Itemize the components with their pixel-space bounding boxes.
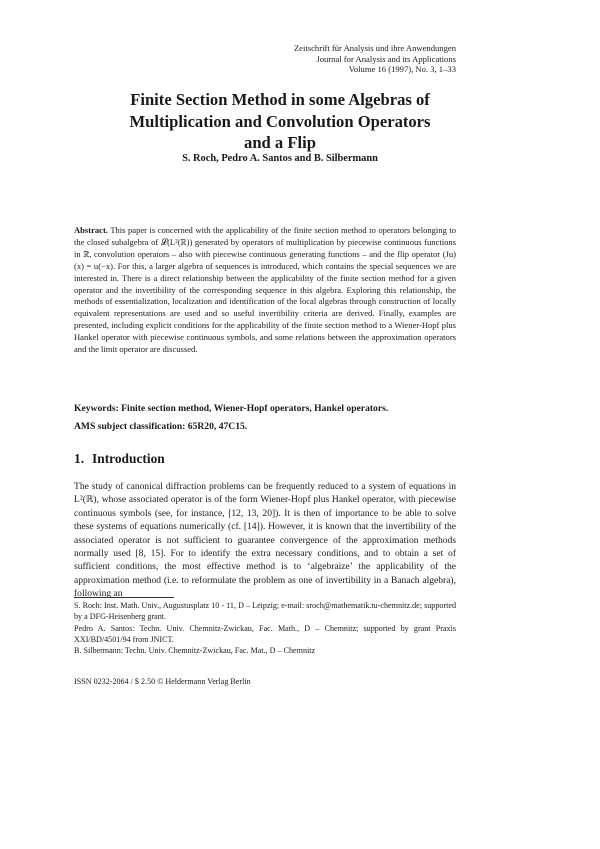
abstract-text: This paper is concerned with the applicability of the finite section method to operators belonging to the closed subalgebra of 𝓛(L²(ℝ)) generated by operators of multiplication by piecewise continuous functions in ℝ̄, convolution operators – also with piecewise continuous generating functions – and the flip operator (Ju)(x) = u(−x). For this, a larger algebra of sequences is introduced, which contains the special sequences we are interested in. There is a direct relationship between the applicability of the finite section method for a given operator and the invertibility of the corresponding sequence in this algebra. Exploring this relationship, the methods of essentialization, localization and identification of the local algebras through construction of locally equivalent representations are used and so useful invertibility criteria are derived. Finally, examples are presented, including explicit conditions for the applicability of the finite section method to a Wiener-Hopf plus Hankel operator with piecewise continuous symbols, and some relations between the approximation operators and the limit operator are discussed. [74, 225, 457, 355]
footnote-roch: S. Roch: Inst. Math. Univ., Augustusplatz 10 - 11, D – Leipzig; e-mail: sroch@mathematik.tu-chemnitz.de; supported by a DFG-Heisenberg grant. [74, 601, 456, 621]
footnote-santos: Pedro A. Santos: Techn. Univ. Chemnitz-Zwickau, Fac. Math., D – Chemnitz; supported by grant Praxis XXI/BD/4501/94 from JNICT. [74, 624, 456, 644]
journal-name-en: Journal for Analysis and its Applications [316, 53, 456, 64]
title-line-1: Finite Section Method in some Algebras of [130, 90, 430, 109]
abstract [74, 225, 456, 356]
journal-header [294, 43, 456, 75]
title-line-2: Multiplication and Convolution Operators [129, 111, 431, 131]
section-heading [74, 451, 165, 467]
section-title: Introduction [92, 451, 165, 466]
title-line-3: and a Flip [244, 133, 316, 152]
journal-volume: Volume 16 (1997), No. 3, 1–33 [348, 64, 456, 74]
abstract-label: Abstract. [74, 225, 108, 235]
issn-line: ISSN 0232-2064 / $ 2.50 © Heldermann Verlag Berlin [74, 677, 251, 686]
introduction-text: The study of canonical diffraction problems can be frequently reduced to a system of equations in L²(ℝ), whose associated operator is of the form Wiener-Hopf plus Hankel operator, with piecewise continuous symbols (see, for instance, [12, 13, 20]). It is then of importance to be able to solve these systems of equations numerically (cf. [14]). However, it is known that the invertibility of the associated operator is not sufficient to guarantee convergence of the approximation methods normally used [8, 15]. For to identify the extra necessary conditions, and to obtain a set of sufficient conditions, the most effective method is to ‘algebraize’ the applicability of the approximation method (i.e. to reformulate the problem as one of invertibility in a Banach algebra), following an [74, 481, 456, 600]
journal-name-de: Zeitschrift für Analysis und ihre Anwendungen [293, 43, 456, 53]
footnote-silbermann: B. Silbermann: Techn. Univ. Chemnitz-Zwickau, Fac. Mat., D – Chemnitz [74, 646, 316, 655]
keywords: Keywords: Finite section method, Wiener-Hopf operators, Hankel operators. [74, 403, 389, 414]
authors: S. Roch, Pedro A. Santos and B. Silbermann [182, 153, 378, 164]
footnote-rule [74, 597, 174, 598]
paper-title [96, 89, 464, 154]
ams-classification: AMS subject classification: 65R20, 47C15. [74, 421, 248, 432]
section-number: 1. [74, 451, 85, 466]
